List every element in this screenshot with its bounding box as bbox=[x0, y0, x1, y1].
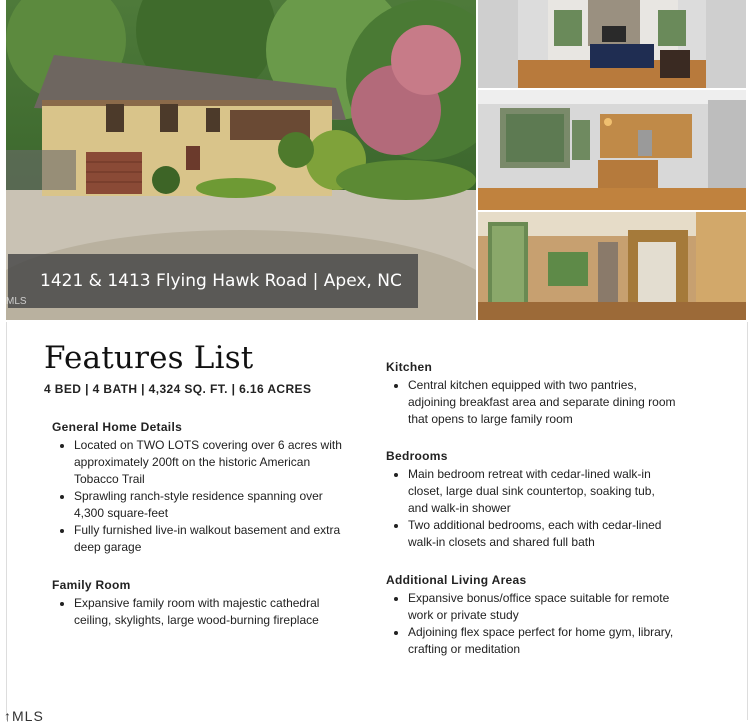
section-family-room bbox=[52, 578, 342, 629]
list-item: • Central kitchen equipped with two pantries, adjoining breakfast area and separate dining room that opens to large family room bbox=[408, 377, 676, 428]
section-heading: Family Room bbox=[52, 578, 131, 592]
feature-list bbox=[52, 437, 342, 556]
sunroom-photo bbox=[478, 212, 746, 320]
features-title: Features List bbox=[44, 340, 254, 376]
feature-list bbox=[52, 595, 342, 629]
photo-watermark: MLS bbox=[6, 296, 27, 307]
list-item: • Two additional bedrooms, each with cedar-lined walk-in closets and shared full bath bbox=[408, 517, 676, 551]
feature-list bbox=[386, 466, 676, 551]
list-item: • Main bedroom retreat with cedar-lined walk-in closet, large dual sink countertop, soaking tub, and walk-in shower bbox=[408, 466, 676, 517]
section-general-home-details bbox=[52, 420, 342, 556]
photo-collage bbox=[0, 0, 749, 322]
address-banner: 1421 & 1413 Flying Hawk Road | Apex, NC bbox=[8, 254, 418, 308]
section-bedrooms bbox=[386, 449, 676, 551]
list-item: • Sprawling ranch-style residence spanning over 4,300 square-feet bbox=[74, 488, 342, 522]
list-item: • Located on TWO LOTS covering over 6 acres with approximately 200ft on the historic American Tobacco Trail bbox=[74, 437, 342, 488]
feature-list bbox=[386, 377, 676, 428]
section-additional-living-areas bbox=[386, 573, 676, 658]
footer-watermark: ↑MLS bbox=[4, 708, 44, 724]
property-stats: 4 BED | 4 BATH | 4,324 SQ. FT. | 6.16 ACRES bbox=[44, 382, 312, 396]
list-item: • Fully furnished live-in walkout basement and extra deep garage bbox=[74, 522, 342, 556]
section-heading: General Home Details bbox=[52, 420, 183, 434]
list-item: • Expansive bonus/office space suitable for remote work or private study bbox=[408, 590, 676, 624]
section-heading: Kitchen bbox=[386, 360, 433, 374]
family-room-photo bbox=[478, 0, 746, 88]
list-item: • Adjoining flex space perfect for home gym, library, crafting or meditation bbox=[408, 624, 676, 658]
section-heading: Additional Living Areas bbox=[386, 573, 527, 587]
kitchen-photo bbox=[478, 90, 746, 210]
feature-list bbox=[386, 590, 676, 658]
section-kitchen bbox=[386, 360, 676, 428]
section-heading: Bedrooms bbox=[386, 449, 448, 463]
list-item: • Expansive family room with majestic cathedral ceiling, skylights, large wood-burning fireplace bbox=[74, 595, 342, 629]
